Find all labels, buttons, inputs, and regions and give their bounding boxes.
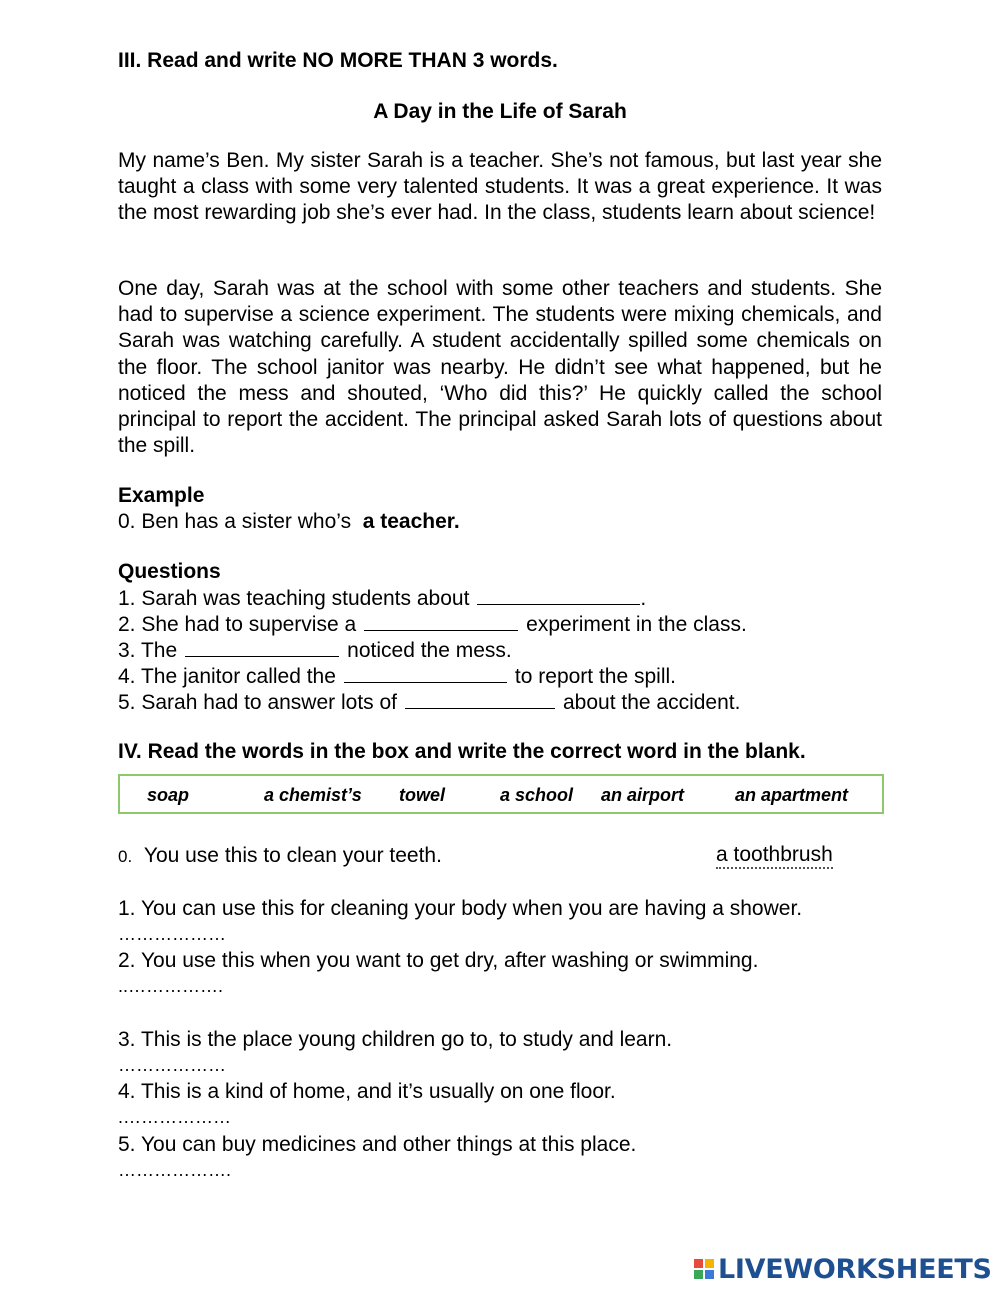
question-4-end: to report the spill. [514,665,677,688]
question-3-blank[interactable] [185,638,339,657]
item-0-number: 0. [118,847,133,866]
item-1-text: 1. You can use this for cleaning your body when you are having a shower. [118,897,803,920]
word-apartment: an apartment [735,785,849,805]
question-1-text: 1. Sarah was teaching students about [118,587,470,610]
question-5-end: about the accident. [563,691,741,714]
word-towel: towel [399,785,446,805]
word-airport: an airport [601,785,685,805]
item-3-answer-blank[interactable]: ……………… [118,1055,226,1075]
question-3-text: 3. The [118,639,178,662]
story-paragraph-1: My name’s Ben. My sister Sarah is a teacher. She’s not famous, but last year she taught a class with some very talented students. It was a great experience. It was the most rewarding job she’s ever had. In the class, students learn about science! [118,149,882,225]
word-soap: soap [147,785,190,805]
logo-text: LIVEWORKSHEETS [718,1253,992,1285]
question-5-blank[interactable] [405,690,555,709]
question-4 [118,664,676,689]
section4-heading: IV. Read the words in the box and write the correct word in the blank. [118,740,806,763]
section3-heading: III. Read and write NO MORE THAN 3 words. [118,49,558,72]
item-3-text: 3. This is the place young children go to, to study and learn. [118,1028,673,1051]
word-box [118,774,884,814]
item-1-answer-blank[interactable]: ……………… [118,924,226,944]
questions-label: Questions [118,560,221,583]
question-1 [118,586,646,611]
question-2-end: experiment in the class. [526,613,747,636]
question-2 [118,612,747,637]
question-1-blank[interactable] [477,586,640,605]
example-label: Example [118,484,205,507]
word-school: a school [500,785,574,805]
question-5 [118,690,740,715]
item-0 [118,844,442,868]
example-answer: a teacher. [362,510,460,533]
liveworksheets-logo[interactable] [694,1254,992,1284]
word-chemists: a chemist’s [264,785,362,805]
item-0-answer: a toothbrush [716,843,833,869]
item-5-answer-blank[interactable]: ………………. [118,1160,232,1180]
item-4-answer-blank[interactable]: .……………… [118,1107,232,1127]
item-0-text: You use this to clean your teeth. [143,844,442,867]
item-4-text: 4. This is a kind of home, and it’s usually on one floor. [118,1080,616,1103]
item-5-text: 5. You can buy medicines and other things at this place. [118,1133,637,1156]
story-title: A Day in the Life of Sarah [373,100,627,123]
question-3-end: noticed the mess. [347,639,512,662]
question-3 [118,638,512,663]
example-text: 0. Ben has a sister who’s [118,510,352,533]
question-4-blank[interactable] [344,664,507,683]
question-5-text: 5. Sarah had to answer lots of [118,691,397,714]
question-2-text: 2. She had to supervise a [118,613,357,636]
example-line [118,510,460,534]
question-4-text: 4. The janitor called the [118,665,336,688]
story-paragraph-2: One day, Sarah was at the school with some other teachers and students. She had to supervise a science experiment. The students were mixing chemicals, and Sarah was watching carefully. A student accidentally spilled some chemicals on the floor. The school janitor was nearby. He didn’t see what happened, but he noticed the mess and shouted, ‘Who did this?’ He quickly called the school principal to report the accident. The principal asked Sarah lots of questions about the spill. [118,277,882,458]
logo-squares-icon [694,1259,714,1279]
item-2-answer-blank[interactable]: ..……………. [118,976,224,996]
item-2-text: 2. You use this when you want to get dry, after washing or swimming. [118,949,759,972]
question-1-end: . [640,587,647,610]
question-2-blank[interactable] [364,612,518,631]
